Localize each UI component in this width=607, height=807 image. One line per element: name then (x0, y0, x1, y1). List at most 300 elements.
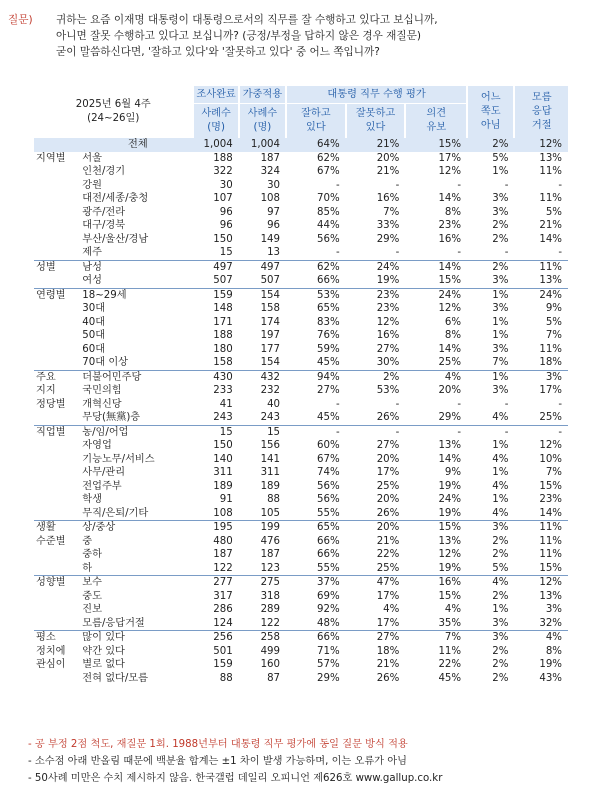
weighted-count-cell: 40 (267, 398, 281, 410)
question-line-2: 아니면 잘못 수행하고 있다고 보십니까? (긍정/부정을 답하지 않은 경우 재질문) (56, 30, 422, 42)
good-cell: 85% (317, 206, 340, 218)
good-cell: 66% (317, 275, 340, 286)
table-row (34, 521, 568, 535)
table-row (34, 152, 568, 166)
neither-cell: 1% (492, 440, 509, 451)
bad-cell: 30% (376, 357, 400, 368)
table-row (34, 370, 568, 384)
group-cell: 지역별 (36, 152, 66, 164)
subgroup-cell: 무당(無黨)층 (82, 412, 141, 423)
dk-cell: 7% (545, 467, 562, 478)
sample-count-cell: 124 (213, 617, 233, 629)
neither-cell: 1% (492, 330, 509, 341)
group-cell (34, 138, 80, 152)
group-cell (34, 302, 80, 316)
good-cell: 60% (317, 440, 340, 451)
sample-count-cell: 243 (213, 412, 233, 423)
reserve-cell: 13% (438, 535, 462, 547)
bad-cell: 53% (376, 385, 400, 396)
sample-count-cell: 30 (219, 179, 233, 191)
subgroup-cell: 사무/관리 (82, 467, 126, 478)
group-cell (34, 411, 80, 425)
bad-cell: 21% (376, 166, 400, 177)
table-row (34, 590, 568, 604)
subgroup-cell: 60대 (82, 343, 106, 355)
neither-cell: - (467, 425, 514, 439)
reserve-cell: 19% (438, 507, 462, 519)
subgroup-cell: 70대 이상 (82, 357, 129, 368)
table-row (34, 219, 568, 233)
subgroup-cell: 여성 (82, 275, 102, 286)
bad-cell: 21% (376, 535, 400, 547)
eval-title-header: 대통령 직무 수행 평가 (286, 86, 467, 104)
survey-range: (24~26일) (87, 113, 140, 124)
neither-cell: 5% (492, 562, 509, 574)
weighted-count-cell: 199 (239, 521, 286, 535)
weighted-count-cell: 232 (260, 385, 281, 396)
subgroup-cell: 서울 (82, 152, 102, 164)
reserve-cell: 17% (438, 152, 462, 164)
subgroup-cell: 인천/경기 (82, 166, 126, 177)
bad-cell: 17% (376, 617, 400, 629)
survey-date: 2025년 6월 4주 (75, 99, 151, 110)
neither-cell: 1% (492, 494, 509, 505)
subgroup-cell: 별로 없다 (82, 659, 125, 670)
sample-count-cell: 277 (193, 576, 238, 590)
bad-cell: 20% (346, 521, 406, 535)
bad-cell: 4% (383, 604, 400, 615)
sample-count-cell: 311 (213, 467, 233, 478)
table-row (34, 535, 568, 549)
weighted-count-cell: 154 (260, 357, 281, 368)
dk-cell: 11% (514, 260, 568, 274)
neither-cell: 1% (467, 370, 514, 384)
subgroup-cell: 기능노무/서비스 (82, 453, 155, 465)
good-cell: 56% (317, 233, 340, 245)
sample-count-cell: 286 (213, 604, 233, 615)
neither-cell: 3% (492, 193, 509, 204)
group-cell (34, 507, 80, 521)
sample-count-cell: 180 (213, 343, 233, 355)
dk-cell: 9% (545, 303, 562, 314)
subgroup-cell: 많이 있다 (80, 631, 193, 645)
neither-cell: - (504, 398, 509, 410)
table-row (34, 645, 568, 659)
dk-cell: 4% (514, 631, 568, 645)
dk-cell: - (558, 398, 562, 410)
bad-cell: 12% (376, 316, 400, 328)
subgroup-cell: 농/임/어업 (80, 425, 193, 439)
sample-count-cell: 256 (193, 631, 238, 645)
bad-cell: 25% (376, 562, 400, 574)
neither-cell: 1% (492, 467, 509, 478)
dk-cell: 10% (539, 453, 562, 465)
good-cell: 37% (286, 576, 346, 590)
neither-cell: 2% (492, 659, 509, 670)
weighted-count-cell: 13 (267, 247, 281, 258)
table-row (34, 411, 568, 425)
footer-notes (28, 736, 442, 787)
table-row (34, 246, 568, 260)
weighted-count-cell: 499 (260, 645, 281, 657)
table-row (34, 466, 568, 480)
group-cell (34, 466, 80, 480)
group-cell (34, 274, 80, 288)
table-row (34, 548, 568, 562)
reserve-cell: 45% (438, 672, 462, 684)
bad-cell: 16% (376, 330, 400, 341)
weighted-count-cell: 1,004 (239, 138, 286, 152)
good-cell: 67% (317, 166, 340, 177)
neither-cell: 1% (492, 604, 509, 615)
bad-cell: 22% (376, 549, 400, 560)
sample-count-cell: 507 (213, 275, 233, 286)
neither-cell: 4% (492, 507, 509, 519)
dk-cell: 19% (539, 659, 562, 670)
group-cell (34, 206, 80, 220)
bad-cell: 26% (376, 672, 400, 684)
weighted-count-cell: 324 (260, 166, 281, 177)
dk-cell: 11% (539, 549, 562, 560)
subgroup-cell: 강원 (82, 179, 102, 191)
bad-cell: 18% (376, 645, 400, 657)
good-cell: 27% (317, 385, 340, 396)
reserve-cell: 35% (438, 617, 462, 629)
bad-cell: 33% (376, 220, 400, 231)
reserve-cell: 19% (438, 480, 462, 492)
bad-cell: - (395, 179, 400, 191)
table-row (34, 576, 568, 590)
table-row (34, 316, 568, 330)
table-row (34, 274, 568, 288)
sample-count-cell: 150 (213, 440, 233, 451)
dk-cell: 11% (539, 343, 562, 355)
reserve-cell: 15% (405, 521, 467, 535)
dk-cell: - (558, 247, 562, 258)
neither-header: 어느 쪽도 아님 (467, 86, 514, 138)
table-row (34, 179, 568, 193)
good-cell: 62% (317, 152, 340, 164)
dk-cell: 3% (545, 604, 562, 615)
sample-count-cell: 195 (193, 521, 238, 535)
subgroup-cell: 개혁신당 (82, 398, 122, 410)
weighted-count-cell: 158 (260, 303, 281, 314)
dk-cell: 17% (539, 385, 562, 396)
bad-cell: 29% (376, 233, 400, 245)
dk-cell: 7% (545, 330, 562, 341)
good-header: 잘하고 있다 (286, 104, 346, 138)
neither-cell: 3% (492, 617, 509, 629)
dk-cell: 15% (539, 480, 562, 492)
good-cell: 94% (286, 370, 346, 384)
group-cell (34, 562, 80, 576)
table-row (34, 233, 568, 247)
dk-cell: 12% (514, 576, 568, 590)
sample-count-cell: 88 (219, 672, 233, 684)
neither-cell: 2% (467, 138, 514, 152)
subgroup-cell: 무직/은퇴/기타 (82, 507, 149, 519)
dk-cell: 12% (539, 440, 562, 451)
group-cell: 정당별 (36, 398, 66, 410)
bad-header: 잘못하고 있다 (346, 104, 406, 138)
subgroup-cell: 중 (82, 535, 93, 547)
bad-cell: 17% (376, 590, 400, 602)
dk-cell: 11% (539, 193, 562, 204)
subgroup-cell: 전혀 없다/모름 (82, 672, 148, 684)
subgroup-cell: 대구/경북 (82, 220, 126, 231)
reserve-cell: 20% (438, 385, 462, 396)
table-row (34, 617, 568, 631)
neither-cell: 5% (492, 152, 509, 164)
subgroup-cell: 40대 (82, 316, 106, 328)
table-row (34, 398, 568, 412)
neither-cell: 3% (492, 206, 509, 218)
reserve-cell: - (457, 398, 462, 410)
table-row (34, 192, 568, 206)
sample-count-cell: 15 (219, 247, 233, 258)
group-cell (34, 179, 80, 193)
neither-cell: 1% (492, 166, 509, 177)
weighted-count-cell: 243 (260, 412, 281, 423)
group-cell: 관심이 (36, 659, 66, 670)
dk-cell: 5% (545, 316, 562, 328)
weighted-header: 가중적용 (239, 86, 286, 104)
neither-cell: 2% (492, 535, 509, 547)
good-cell: 74% (317, 467, 340, 478)
sample-count-cell: 107 (213, 193, 233, 204)
bad-cell: - (346, 425, 406, 439)
sample-count-cell: 96 (219, 206, 233, 218)
reserve-cell: 25% (438, 357, 462, 368)
reserve-header: 의견 유보 (405, 104, 467, 138)
dk-cell: 43% (539, 672, 562, 684)
neither-cell: 3% (492, 385, 509, 396)
question-line-1: 귀하는 요즘 이재명 대통령이 대통령으로서의 직무를 잘 수행하고 있다고 보십니까, (56, 14, 438, 26)
weighted-count-cell: 275 (239, 576, 286, 590)
neither-cell: 7% (492, 357, 509, 368)
bad-cell: 23% (346, 288, 406, 302)
weighted-count-cell: 497 (239, 260, 286, 274)
bad-cell: 27% (376, 343, 400, 355)
dk-cell: 12% (514, 138, 568, 152)
sample-count-cell: 91 (219, 494, 233, 505)
group-cell (34, 356, 80, 370)
table-body (34, 138, 568, 685)
group-cell (34, 246, 80, 260)
sample-count-cell: 148 (213, 303, 233, 314)
good-cell: 70% (317, 193, 340, 204)
footer-note-2: - 소수점 아래 반올림 때문에 백분율 합계는 ±1 차이 발생 가능하며, 이는 오류가 아님 (28, 756, 407, 767)
sample-count-cell: 108 (213, 507, 233, 519)
footer-note-1: - 공 부정 2점 척도, 재질문 1회. 1988년부터 대통령 직무 평가에 동일 질문 방식 적용 (28, 739, 408, 750)
survey-period-header (34, 86, 193, 138)
good-cell: 65% (286, 521, 346, 535)
neither-cell: 3% (492, 275, 509, 286)
sample-count-cell: 430 (193, 370, 238, 384)
table-row (34, 260, 568, 274)
bad-cell: - (395, 398, 400, 410)
dk-cell: 13% (539, 275, 562, 286)
sample-count-cell: 189 (213, 480, 233, 492)
sample-count-cell: 187 (213, 549, 233, 560)
good-cell: 66% (317, 535, 340, 547)
neither-cell: 1% (492, 316, 509, 328)
group-cell (34, 672, 80, 686)
dk-cell: 21% (539, 220, 562, 231)
weighted-count-cell: 105 (260, 507, 281, 519)
neither-cell: - (504, 247, 509, 258)
dk-header: 모름 응답 거절 (514, 86, 568, 138)
dk-cell: 15% (539, 562, 562, 574)
table-row (34, 302, 568, 316)
bad-cell: 16% (376, 193, 400, 204)
subgroup-cell: 자영업 (82, 440, 112, 451)
subgroup-cell: 30대 (82, 303, 106, 314)
sample-count-cell: 150 (213, 233, 233, 245)
weighted-count-cell: 507 (260, 275, 281, 286)
neither-cell: 2% (492, 220, 509, 231)
good-cell: - (336, 398, 340, 410)
good-cell: - (336, 247, 340, 258)
sample-count-cell: 159 (193, 288, 238, 302)
neither-cell: 3% (467, 631, 514, 645)
good-cell: 57% (317, 659, 340, 670)
good-cell: 59% (317, 343, 340, 355)
reserve-cell: 29% (438, 412, 462, 423)
weighted-count-cell: 187 (260, 549, 281, 560)
reserve-cell: 14% (438, 343, 462, 355)
table-row (34, 507, 568, 521)
reserve-cell: 24% (405, 288, 467, 302)
table-row (34, 603, 568, 617)
group-cell (34, 343, 80, 357)
question-label: 질문) (8, 14, 33, 26)
subgroup-cell: 중하 (82, 549, 102, 560)
group-cell: 지지 (36, 385, 56, 396)
reserve-cell: 4% (444, 604, 462, 615)
poll-table (34, 86, 568, 685)
reserve-cell: 7% (405, 631, 467, 645)
sample-count-cell: 171 (213, 316, 233, 328)
group-cell (34, 453, 80, 467)
dk-cell: 14% (539, 233, 562, 245)
subgroup-cell: 보수 (80, 576, 193, 590)
bad-cell: - (395, 247, 400, 258)
bad-cell: 21% (346, 138, 406, 152)
reserve-cell: 23% (438, 220, 462, 231)
table-row (34, 425, 568, 439)
weighted-count-cell: 15 (239, 425, 286, 439)
reserve-cell: - (405, 425, 467, 439)
dk-cell: 25% (539, 412, 562, 423)
dk-cell: 13% (539, 152, 562, 164)
weighted-count-cell: 96 (267, 220, 281, 231)
reserve-cell: 19% (438, 562, 462, 574)
neither-cell: 4% (492, 480, 509, 492)
subgroup-cell: 하 (82, 562, 93, 574)
reserve-cell: - (457, 247, 462, 258)
table-row (34, 562, 568, 576)
group-cell: 생활 (34, 521, 80, 535)
table-row (34, 288, 568, 302)
subgroup-cell: 50대 (82, 330, 106, 341)
good-cell: 92% (317, 604, 340, 615)
group-cell: 연령별 (34, 288, 80, 302)
bad-cell: 21% (376, 659, 400, 670)
subgroup-cell: 약간 있다 (82, 645, 125, 657)
neither-cell: 4% (492, 453, 509, 465)
neither-cell: 2% (467, 260, 514, 274)
dk-cell: 3% (514, 370, 568, 384)
reserve-cell: 8% (444, 330, 462, 341)
group-cell (34, 233, 80, 247)
subgroup-cell: 남성 (80, 260, 193, 274)
weighted-count-cell: 149 (260, 233, 281, 245)
reserve-cell: 15% (438, 275, 462, 286)
reserve-cell: 9% (444, 467, 462, 478)
total-row (34, 138, 568, 152)
sample-count-cell: 501 (213, 645, 233, 657)
weighted-sub-header: 사례수 (명) (239, 104, 286, 138)
good-cell: 29% (317, 672, 340, 684)
subgroup-cell: 부산/울산/경남 (82, 233, 149, 245)
neither-cell: 3% (467, 521, 514, 535)
dk-cell: 11% (539, 535, 562, 547)
reserve-cell: 13% (438, 440, 462, 451)
sample-count-cell: 1,004 (193, 138, 238, 152)
neither-cell: 2% (492, 672, 509, 684)
group-cell: 수준별 (36, 535, 66, 547)
dk-cell: 32% (539, 617, 562, 629)
dk-cell: 24% (514, 288, 568, 302)
weighted-count-cell: 258 (239, 631, 286, 645)
reserve-cell: 11% (438, 645, 462, 657)
bad-cell: 7% (383, 206, 400, 218)
reserve-cell: 12% (438, 549, 462, 560)
sample-done-header: 조사완료 (193, 86, 238, 104)
table-row (34, 480, 568, 494)
bad-cell: 26% (376, 412, 400, 423)
good-cell: 56% (317, 480, 340, 492)
bad-cell: 47% (346, 576, 406, 590)
weighted-count-cell: 97 (267, 206, 281, 218)
weighted-count-cell: 108 (260, 193, 281, 204)
reserve-cell: 16% (405, 576, 467, 590)
sample-count-cell: 188 (213, 152, 233, 164)
good-cell: 44% (317, 220, 340, 231)
weighted-count-cell: 123 (260, 562, 281, 574)
table-row (34, 356, 568, 370)
bad-cell: 24% (346, 260, 406, 274)
group-cell (34, 603, 80, 617)
footer-note-3: - 50사례 미만은 수치 제시하지 않음. 한국갤럽 데일리 오피니언 제626호 www.gallup.co.kr (28, 773, 443, 784)
good-cell: 65% (317, 303, 340, 314)
reserve-cell: 6% (444, 316, 462, 328)
good-cell: 45% (317, 412, 340, 423)
sample-count-cell: 140 (213, 453, 233, 465)
group-cell (34, 329, 80, 343)
group-cell (34, 590, 80, 604)
weighted-count-cell: 189 (260, 480, 281, 492)
neither-cell: 3% (492, 343, 509, 355)
bad-cell: 25% (376, 480, 400, 492)
sample-count-cell: 159 (213, 659, 233, 670)
dk-cell: - (514, 425, 568, 439)
weighted-count-cell: 122 (260, 617, 281, 629)
reserve-cell: 15% (405, 138, 467, 152)
group-cell (34, 548, 80, 562)
subgroup-cell: 더불어민주당 (80, 370, 193, 384)
